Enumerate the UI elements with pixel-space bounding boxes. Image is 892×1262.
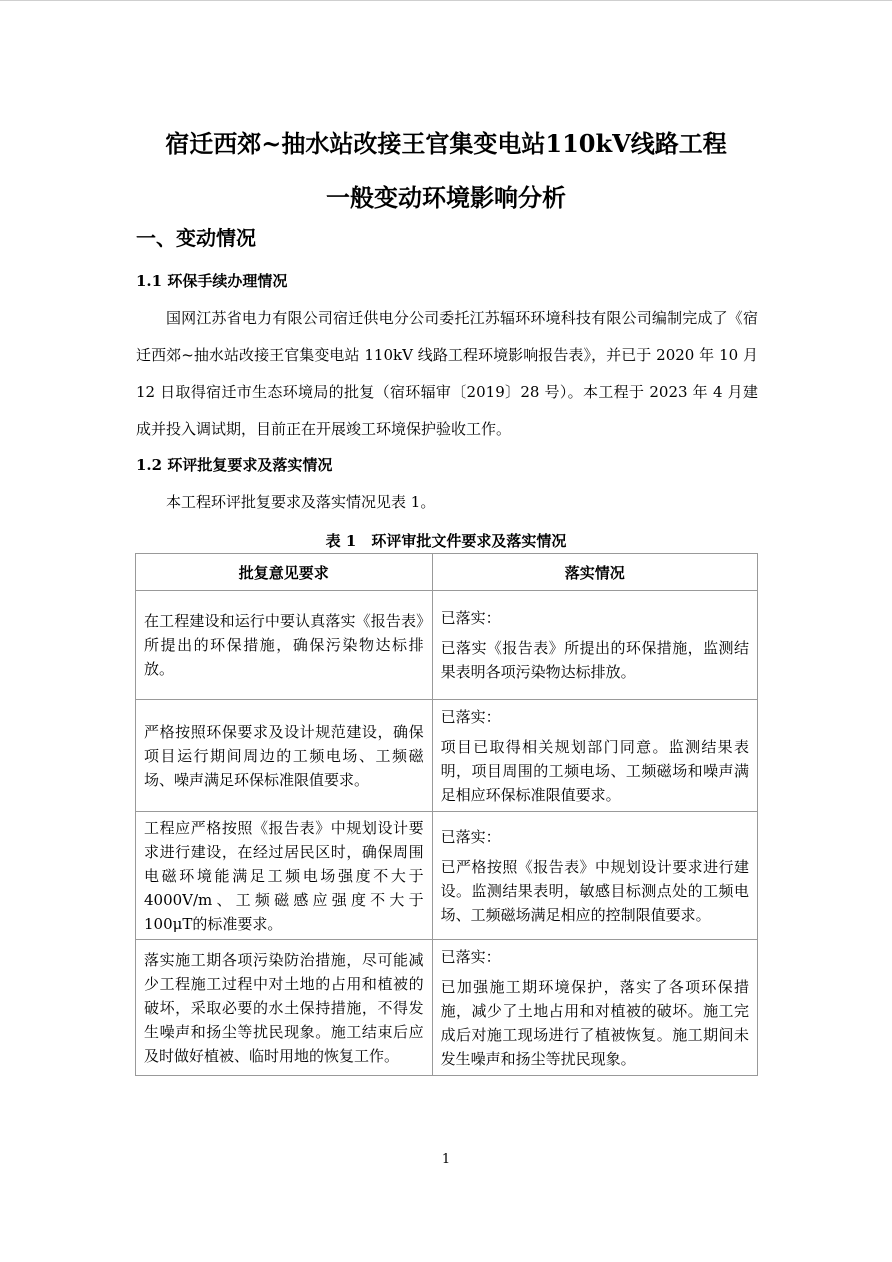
table-caption: 表 1 环评审批文件要求及落实情况 bbox=[325, 532, 567, 550]
table-row bbox=[136, 812, 758, 940]
implementation-cell bbox=[432, 700, 757, 812]
implementation-detail: 项目已取得相关规划部门同意。监测结果表明，项目周围的工频电场、工频磁场和噪声满足相应环保标准限值要求。 bbox=[440, 737, 749, 804]
header-requirement: 批复意见要求 bbox=[136, 554, 433, 591]
implementation-cell bbox=[432, 591, 757, 700]
table-row bbox=[136, 700, 758, 812]
status-label: 已落实： bbox=[440, 707, 501, 726]
implementation-detail: 已加强施工期环境保护，落实了各项环保措施，减少了土地占用和对植被的破坏。施工完成后对施工现场进行了植被恢复。施工期间未发生噪声和扬尘等扰民现象。 bbox=[440, 977, 749, 1068]
status-label: 已落实： bbox=[440, 947, 501, 966]
implementation-cell bbox=[432, 940, 757, 1076]
paragraph-approval: 本工程环评批复要求及落实情况见表 1。 bbox=[166, 493, 436, 511]
status-label: 已落实： bbox=[440, 827, 501, 846]
requirement-cell: 严格按照环保要求及设计规范建设，确保项目运行期间周边的工频电场、工频磁场、噪声满足环保标准限值要求。 bbox=[136, 700, 433, 812]
subsection-heading-approval: 1.2 环评批复要求及落实情况 bbox=[136, 456, 333, 474]
section-heading-changes: 一、变动情况 bbox=[136, 226, 256, 250]
requirement-cell: 落实施工期各项污染防治措施，尽可能减少工程施工过程中对土地的占用和植被的破坏，采取必要的水土保持措施，不得发生噪声和扬尘等扰民现象。施工结束后应及时做好植被、临时用地的恢复工作。 bbox=[136, 940, 433, 1076]
requirement-cell: 工程应严格按照《报告表》中规划设计要求进行建设，在经过居民区时，确保周围电磁环境能满足工频电场强度不大于4000V/m、工频磁感应强度不大于 100μT的标准要求。 bbox=[136, 812, 433, 940]
table-header-row bbox=[136, 554, 758, 591]
document-title-line2: 一般变动环境影响分析 bbox=[326, 183, 566, 212]
approval-table bbox=[135, 553, 758, 1076]
page-number: 1 bbox=[441, 1152, 451, 1167]
document-title-line1: 宿迁西郊~抽水站改接王官集变电站110kV线路工程 bbox=[165, 129, 727, 158]
paragraph-procedures: 国网江苏省电力有限公司宿迁供电分公司委托江苏辐环环境科技有限公司编制完成了《宿迁西郊~抽水站改接王官集变电站 110kV 线路工程环境影响报告表》，并已于 2020 年 10 月 12 日取得宿迁市生态环境局的批复（宿环辐审〔2019〕28 号）。本工程于 2023 年 4 月建成并投入调试期，目前正在开展竣工环境保护验收工作。 bbox=[136, 309, 758, 438]
implementation-detail: 已落实《报告表》所提出的环保措施，监测结果表明各项污染物达标排放。 bbox=[440, 639, 749, 681]
subsection-heading-procedures: 1.1 环保手续办理情况 bbox=[136, 272, 288, 290]
status-label: 已落实： bbox=[440, 609, 501, 627]
top-border-line bbox=[0, 0, 892, 1]
implementation-detail: 已严格按照《报告表》中规划设计要求进行建设。监测结果表明，敏感目标测点处的工频电场、工频磁场满足相应的控制限值要求。 bbox=[440, 857, 749, 924]
header-implementation: 落实情况 bbox=[432, 554, 757, 591]
table-row bbox=[136, 940, 758, 1076]
requirement-cell: 在工程建设和运行中要认真落实《报告表》所提出的环保措施，确保污染物达标排放。 bbox=[136, 591, 433, 700]
table-row bbox=[136, 591, 758, 700]
implementation-cell bbox=[432, 812, 757, 940]
